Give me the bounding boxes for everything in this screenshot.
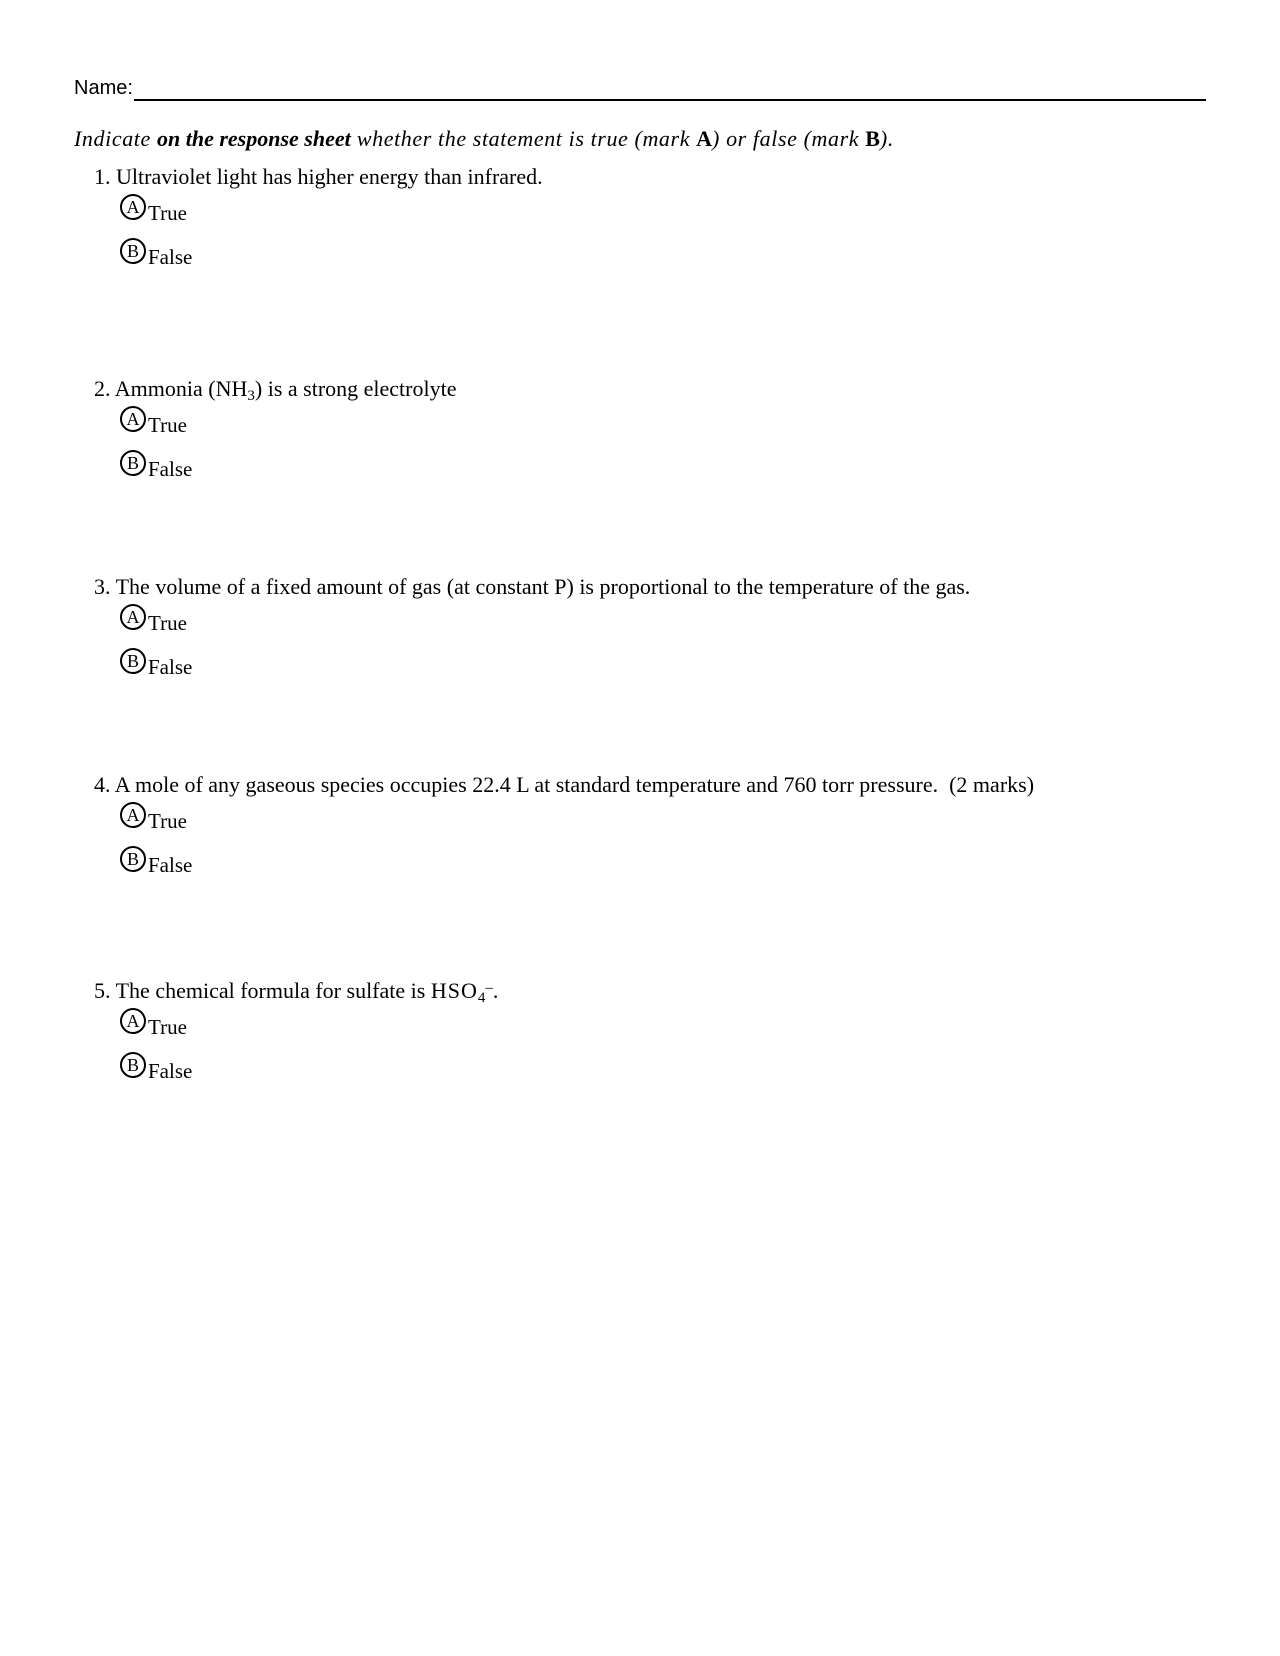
choice-false[interactable] (120, 646, 1214, 690)
answer-bubble-b[interactable]: B (120, 450, 146, 476)
choice-true[interactable] (120, 800, 1214, 844)
subscript: 3 (247, 388, 255, 404)
name-row (74, 74, 1206, 102)
choice-label: False (148, 245, 193, 269)
superscript-charge: – (485, 980, 493, 996)
question-statement: The chemical formula for sulfate is (115, 978, 431, 1003)
choice-label: False (148, 1059, 193, 1083)
choice-label: False (148, 457, 193, 481)
question-statement: Ultraviolet light has higher energy than infrared. (116, 164, 543, 189)
question-statement-end: ) is a strong electrolyte (254, 376, 457, 401)
instructions-text: ). (879, 126, 894, 151)
choice-label: True (148, 809, 187, 833)
choice-label: False (148, 655, 193, 679)
choice-true[interactable] (120, 192, 1214, 236)
instructions-emphasis: on the response sheet (156, 126, 351, 151)
name-label: Name: (74, 77, 133, 99)
question-statement: The volume of a fixed amount of gas (at constant P) is proportional to the temperature of the gas. (115, 574, 971, 599)
answer-bubble-b[interactable]: B (120, 846, 146, 872)
choice-false[interactable] (120, 448, 1214, 492)
answer-bubble-a[interactable]: A (120, 802, 146, 828)
instructions-mark-a: A (696, 126, 713, 151)
choice-false[interactable] (120, 1050, 1214, 1094)
question-5 (94, 976, 1214, 1094)
answer-bubble-b[interactable]: B (120, 648, 146, 674)
question-text (94, 976, 1214, 1006)
choice-true[interactable] (120, 602, 1214, 646)
choice-true[interactable] (120, 1006, 1214, 1050)
question-statement: A mole of any gaseous species occupies 22.4 L at standard temperature and 760 torr pressure. (2 marks) (114, 772, 1035, 797)
answer-bubble-b[interactable]: B (120, 1052, 146, 1078)
question-statement: Ammonia (NH (114, 376, 248, 401)
answer-bubble-a[interactable]: A (120, 604, 146, 630)
question-text (94, 572, 1214, 602)
choice-true[interactable] (120, 404, 1214, 448)
question-number: 4. (94, 772, 111, 797)
question-number: 2. (94, 376, 111, 401)
choice-false[interactable] (120, 236, 1214, 280)
question-number: 5. (94, 978, 111, 1003)
subscript: 4 (477, 990, 486, 1006)
question-3 (94, 572, 1214, 690)
choice-label: True (148, 413, 187, 437)
choice-label: True (148, 1015, 187, 1039)
question-text (94, 770, 1214, 800)
instructions-text: Indicate (74, 126, 157, 151)
question-text (94, 374, 1214, 404)
instructions-text: ) or false (mark (712, 126, 866, 151)
question-2 (94, 374, 1214, 492)
instructions-text: whether the statement is true (mark (350, 126, 697, 151)
question-text (94, 162, 1214, 192)
name-input-line[interactable] (134, 99, 1206, 101)
question-1 (94, 162, 1214, 280)
choice-label: True (148, 201, 187, 225)
choice-label: True (148, 611, 187, 635)
answer-bubble-a[interactable]: A (120, 1008, 146, 1034)
answer-bubble-a[interactable]: A (120, 406, 146, 432)
answer-bubble-a[interactable]: A (120, 194, 146, 220)
question-number: 1. (94, 164, 111, 189)
question-4 (94, 770, 1214, 888)
formula-hso: HSO (430, 978, 478, 1003)
choice-label: False (148, 853, 193, 877)
question-number: 3. (94, 574, 111, 599)
instructions (74, 124, 894, 154)
answer-bubble-b[interactable]: B (120, 238, 146, 264)
choice-false[interactable] (120, 844, 1214, 888)
instructions-mark-b: B (865, 126, 880, 151)
question-statement-end: . (492, 978, 499, 1003)
